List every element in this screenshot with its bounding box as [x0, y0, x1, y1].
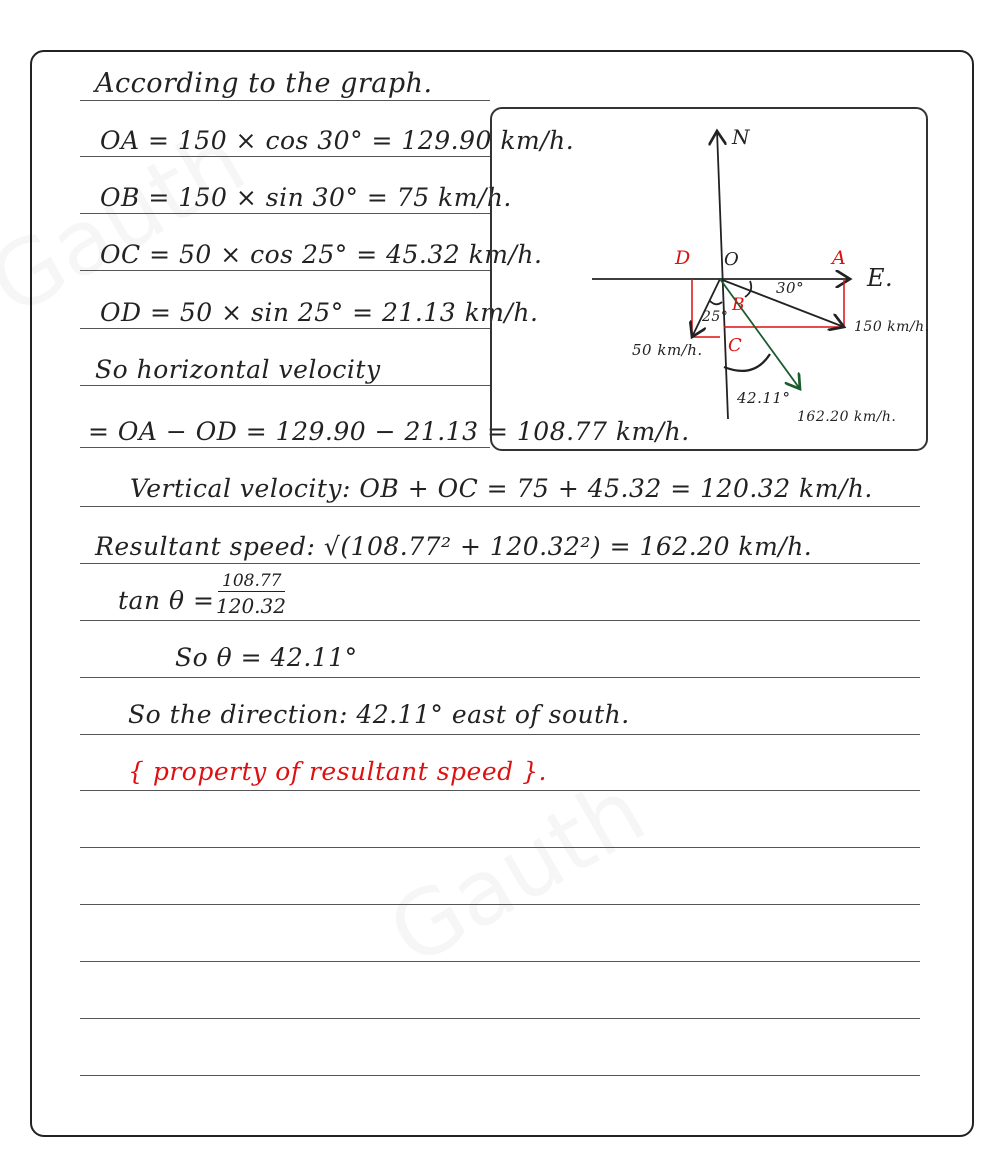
rule-line [80, 447, 490, 448]
rule-line [80, 328, 490, 329]
tan-label: tan θ = [118, 586, 215, 615]
east-label: E. [867, 264, 894, 292]
rule-line [80, 385, 490, 386]
angle-result-label: 42.11° [737, 389, 791, 407]
rule-line [80, 734, 920, 735]
rule-line [80, 1018, 920, 1019]
final-answer: { property of resultant speed }. [128, 757, 547, 786]
intro-text: According to the graph. [95, 68, 433, 99]
rule-line [80, 904, 920, 905]
rule-line [80, 1075, 920, 1076]
vertical-velocity: Vertical velocity: OB + OC = 75 + 45.32 = 120.32 km/h. [130, 474, 873, 503]
angle-result-arc [724, 354, 770, 371]
rule-line [80, 563, 920, 564]
oc-equation: OC = 50 × cos 25° = 45.32 km/h. [100, 240, 543, 269]
rule-line [80, 213, 490, 214]
horizontal-label: So horizontal velocity [95, 355, 381, 384]
label-a: A [832, 247, 847, 269]
horizontal-value: = OA − OD = 129.90 − 21.13 = 108.77 km/h. [88, 417, 690, 446]
tan-numerator: 108.77 [218, 571, 285, 592]
vector-diagram [490, 107, 928, 451]
angle-25-label: 25° [702, 309, 729, 325]
oa-equation: OA = 150 × cos 30° = 129.90 km/h. [100, 126, 575, 155]
label-c: C [728, 335, 743, 356]
speed-result-label: 162.20 km/h. [797, 409, 897, 425]
rule-line [80, 506, 920, 507]
label-o: O [724, 249, 740, 270]
label-b: B [732, 295, 745, 315]
rule-line [80, 620, 920, 621]
rule-line [80, 961, 920, 962]
direction-result: So the direction: 42.11° east of south. [128, 700, 630, 729]
rule-line [80, 790, 920, 791]
speed-150-label: 150 km/h. [854, 319, 930, 335]
tan-denominator: 120.32 [216, 594, 286, 618]
diagram-svg [492, 109, 926, 449]
rule-line [80, 677, 920, 678]
rule-line [80, 100, 490, 101]
speed-50-label: 50 km/h. [632, 341, 703, 359]
label-d: D [675, 247, 691, 269]
rule-line [80, 847, 920, 848]
north-axis [717, 131, 728, 419]
angle-30-label: 30° [776, 279, 805, 297]
north-label: N [732, 125, 750, 149]
resultant-speed: Resultant speed: √(108.77² + 120.32²) = 162.20 km/h. [95, 532, 813, 561]
ob-equation: OB = 150 × sin 30° = 75 km/h. [100, 183, 512, 212]
rule-line [80, 270, 490, 271]
angle-25-arc [710, 301, 722, 304]
vector-50 [692, 279, 720, 337]
od-equation: OD = 50 × sin 25° = 21.13 km/h. [100, 298, 539, 327]
theta-result: So θ = 42.11° [175, 643, 358, 672]
rule-line [80, 156, 490, 157]
